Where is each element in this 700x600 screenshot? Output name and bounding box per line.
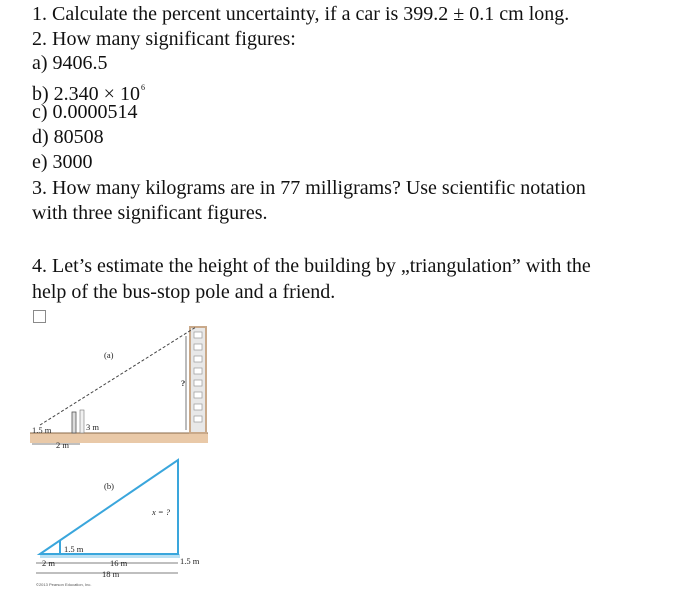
height-label-a: ? xyxy=(181,378,186,388)
panel-label-a: (a) xyxy=(104,350,114,360)
question-1: 1. Calculate the percent uncertainty, if a car is 399.2 ± 0.1 cm long. xyxy=(32,3,570,25)
option-b-mantissa: b) 2.340 × 10 xyxy=(32,83,140,105)
question-3-line-1: 3. How many kilograms are in 77 milligrams? Use scientific notation xyxy=(32,177,586,199)
option-b-exponent: 6 xyxy=(140,83,145,92)
right-height-label: 1.5 m xyxy=(180,556,200,566)
bus-stop-pole xyxy=(72,412,76,433)
question-2-option-c: c) 0.0000514 xyxy=(32,101,138,123)
question-2-title: 2. How many significant figures: xyxy=(32,28,296,50)
pole-height-label: 3 m xyxy=(86,422,99,432)
question-2-option-d: d) 80508 xyxy=(32,126,104,148)
figure-b xyxy=(36,460,200,587)
panel-label-b: (b) xyxy=(104,481,114,491)
eye-height-label-a: 1.5 m xyxy=(32,425,52,435)
question-2-option-e: e) 3000 xyxy=(32,151,93,173)
eye-height-label-b: 1.5 m xyxy=(64,544,84,554)
x-height-label: x = ? xyxy=(152,507,171,517)
question-4-line-2: help of the bus-stop pole and a friend. xyxy=(32,281,336,303)
question-3-line-2: with three significant figures. xyxy=(32,202,268,224)
sight-line xyxy=(40,327,196,425)
figure-a xyxy=(30,327,208,450)
total-base-label: 18 m xyxy=(102,569,120,579)
short-base-label: 2 m xyxy=(42,558,55,568)
question-4-line-1: 4. Let’s estimate the height of the building by „triangulation” with the xyxy=(32,255,591,277)
question-2-option-a: a) 9406.5 xyxy=(32,52,108,74)
long-base-label: 16 m xyxy=(110,558,128,568)
copyright-credit: ©2013 Pearson Education, Inc. xyxy=(36,582,92,587)
distance-label-a: 2 m xyxy=(56,440,69,450)
bus-stop-sign xyxy=(80,410,84,433)
